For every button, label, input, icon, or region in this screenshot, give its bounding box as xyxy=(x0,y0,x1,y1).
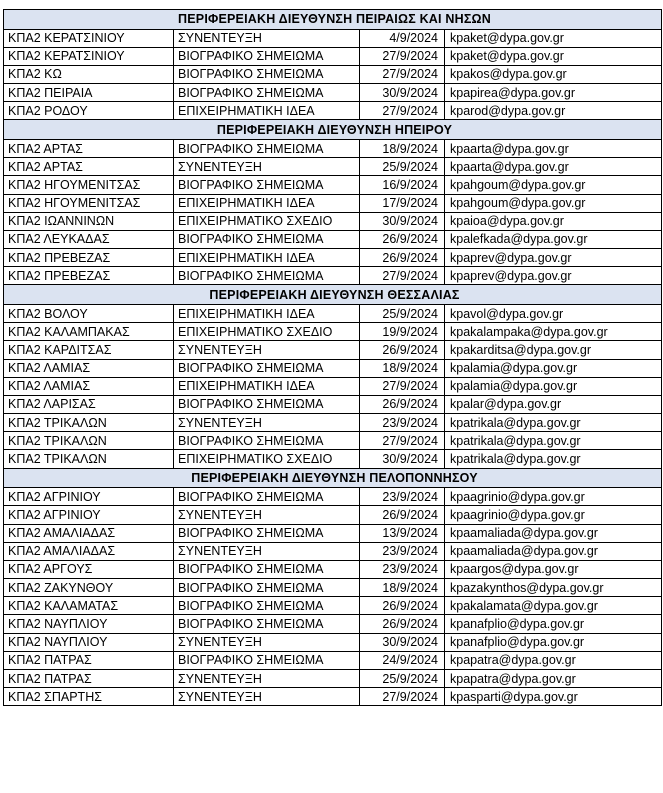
office-cell: ΚΠΑ2 ΡΟΔΟΥ xyxy=(4,102,174,120)
table-row xyxy=(4,212,662,230)
email-cell: kpapirea@dypa.gov.gr xyxy=(445,84,662,102)
service-cell: ΒΙΟΓΡΑΦΙΚΟ ΣΗΜΕΙΩΜΑ xyxy=(174,230,360,248)
office-cell: ΚΠΑ2 ΑΡΓΟΥΣ xyxy=(4,560,174,578)
date-cell: 27/9/2024 xyxy=(360,102,445,120)
table-row xyxy=(4,597,662,615)
date-cell: 25/9/2024 xyxy=(360,158,445,176)
email-cell: kpaamaliada@dypa.gov.gr xyxy=(445,542,662,560)
email-cell: kpanafplio@dypa.gov.gr xyxy=(445,633,662,651)
email-cell: kpalefkada@dypa.gov.gr xyxy=(445,230,662,248)
date-cell: 19/9/2024 xyxy=(360,323,445,341)
date-cell: 26/9/2024 xyxy=(360,230,445,248)
service-cell: ΣΥΝΕΝΤΕΥΞΗ xyxy=(174,29,360,47)
service-cell: ΕΠΙΧΕΙΡΗΜΑΤΙΚΗ ΙΔΕΑ xyxy=(174,377,360,395)
date-cell: 18/9/2024 xyxy=(360,139,445,157)
date-cell: 26/9/2024 xyxy=(360,615,445,633)
office-cell: ΚΠΑ2 ΠΕΙΡΑΙΑ xyxy=(4,84,174,102)
date-cell: 30/9/2024 xyxy=(360,84,445,102)
service-cell: ΒΙΟΓΡΑΦΙΚΟ ΣΗΜΕΙΩΜΑ xyxy=(174,176,360,194)
date-cell: 25/9/2024 xyxy=(360,670,445,688)
office-cell: ΚΠΑ2 ΖΑΚΥΝΘΟΥ xyxy=(4,579,174,597)
date-cell: 26/9/2024 xyxy=(360,506,445,524)
service-cell: ΣΥΝΕΝΤΕΥΞΗ xyxy=(174,506,360,524)
office-cell: ΚΠΑ2 ΝΑΥΠΛΙΟΥ xyxy=(4,633,174,651)
table-row xyxy=(4,432,662,450)
section-header-row xyxy=(4,468,662,488)
service-cell: ΕΠΙΧΕΙΡΗΜΑΤΙΚΗ ΙΔΕΑ xyxy=(174,249,360,267)
service-cell: ΣΥΝΕΝΤΕΥΞΗ xyxy=(174,542,360,560)
office-cell: ΚΠΑ2 ΑΓΡΙΝΙΟΥ xyxy=(4,488,174,506)
date-cell: 17/9/2024 xyxy=(360,194,445,212)
table-row xyxy=(4,524,662,542)
service-cell: ΣΥΝΕΝΤΕΥΞΗ xyxy=(174,341,360,359)
date-cell: 27/9/2024 xyxy=(360,47,445,65)
email-cell: kpakalampaka@dypa.gov.gr xyxy=(445,323,662,341)
service-cell: ΒΙΟΓΡΑΦΙΚΟ ΣΗΜΕΙΩΜΑ xyxy=(174,579,360,597)
table-row xyxy=(4,506,662,524)
email-cell: kpahgoum@dypa.gov.gr xyxy=(445,176,662,194)
office-cell: ΚΠΑ2 ΙΩΑΝΝΙΝΩΝ xyxy=(4,212,174,230)
section-header-row xyxy=(4,285,662,305)
office-cell: ΚΠΑ2 ΛΑΡΙΣΑΣ xyxy=(4,395,174,413)
service-cell: ΒΙΟΓΡΑΦΙΚΟ ΣΗΜΕΙΩΜΑ xyxy=(174,488,360,506)
email-cell: kpaket@dypa.gov.gr xyxy=(445,29,662,47)
service-cell: ΒΙΟΓΡΑΦΙΚΟ ΣΗΜΕΙΩΜΑ xyxy=(174,651,360,669)
date-cell: 16/9/2024 xyxy=(360,176,445,194)
service-cell: ΕΠΙΧΕΙΡΗΜΑΤΙΚΟ ΣΧΕΔΙΟ xyxy=(174,450,360,468)
service-cell: ΒΙΟΓΡΑΦΙΚΟ ΣΗΜΕΙΩΜΑ xyxy=(174,267,360,285)
table-row xyxy=(4,65,662,83)
table-row xyxy=(4,267,662,285)
date-cell: 27/9/2024 xyxy=(360,267,445,285)
office-cell: ΚΠΑ2 ΠΑΤΡΑΣ xyxy=(4,670,174,688)
office-cell: ΚΠΑ2 ΤΡΙΚΑΛΩΝ xyxy=(4,432,174,450)
office-cell: ΚΠΑ2 ΑΜΑΛΙΑΔΑΣ xyxy=(4,542,174,560)
date-cell: 23/9/2024 xyxy=(360,414,445,432)
table-row xyxy=(4,377,662,395)
date-cell: 23/9/2024 xyxy=(360,542,445,560)
table-row xyxy=(4,158,662,176)
table-row xyxy=(4,194,662,212)
table-row xyxy=(4,651,662,669)
office-cell: ΚΠΑ2 ΛΑΜΙΑΣ xyxy=(4,359,174,377)
office-cell: ΚΠΑ2 ΚΩ xyxy=(4,65,174,83)
table-row xyxy=(4,47,662,65)
email-cell: kpatrikala@dypa.gov.gr xyxy=(445,432,662,450)
email-cell: kpapatra@dypa.gov.gr xyxy=(445,670,662,688)
email-cell: kpaprev@dypa.gov.gr xyxy=(445,249,662,267)
service-cell: ΒΙΟΓΡΑΦΙΚΟ ΣΗΜΕΙΩΜΑ xyxy=(174,47,360,65)
office-cell: ΚΠΑ2 ΚΑΛΑΜΑΤΑΣ xyxy=(4,597,174,615)
service-cell: ΒΙΟΓΡΑΦΙΚΟ ΣΗΜΕΙΩΜΑ xyxy=(174,359,360,377)
section-header-row xyxy=(4,120,662,140)
section-title: ΠΕΡΙΦΕΡΕΙΑΚΗ ΔΙΕΥΘΥΝΣΗ ΗΠΕΙΡΟΥ xyxy=(4,120,662,140)
table-row xyxy=(4,323,662,341)
email-cell: kpaket@dypa.gov.gr xyxy=(445,47,662,65)
table-row xyxy=(4,102,662,120)
office-cell: ΚΠΑ2 ΑΡΤΑΣ xyxy=(4,158,174,176)
table-row xyxy=(4,230,662,248)
table-row xyxy=(4,359,662,377)
office-cell: ΚΠΑ2 ΠΡΕΒΕΖΑΣ xyxy=(4,267,174,285)
email-cell: kpazakynthos@dypa.gov.gr xyxy=(445,579,662,597)
table-row xyxy=(4,304,662,322)
date-cell: 23/9/2024 xyxy=(360,560,445,578)
email-cell: kpaarta@dypa.gov.gr xyxy=(445,139,662,157)
date-cell: 13/9/2024 xyxy=(360,524,445,542)
office-cell: ΚΠΑ2 ΗΓΟΥΜΕΝΙΤΣΑΣ xyxy=(4,194,174,212)
service-cell: ΒΙΟΓΡΑΦΙΚΟ ΣΗΜΕΙΩΜΑ xyxy=(174,524,360,542)
service-cell: ΕΠΙΧΕΙΡΗΜΑΤΙΚΗ ΙΔΕΑ xyxy=(174,304,360,322)
service-cell: ΒΙΟΓΡΑΦΙΚΟ ΣΗΜΕΙΩΜΑ xyxy=(174,560,360,578)
email-cell: kpaioa@dypa.gov.gr xyxy=(445,212,662,230)
date-cell: 18/9/2024 xyxy=(360,359,445,377)
email-cell: kpalar@dypa.gov.gr xyxy=(445,395,662,413)
office-cell: ΚΠΑ2 ΑΡΤΑΣ xyxy=(4,139,174,157)
date-cell: 23/9/2024 xyxy=(360,488,445,506)
office-cell: ΚΠΑ2 ΒΟΛΟΥ xyxy=(4,304,174,322)
date-cell: 27/9/2024 xyxy=(360,432,445,450)
office-cell: ΚΠΑ2 ΤΡΙΚΑΛΩΝ xyxy=(4,450,174,468)
service-cell: ΕΠΙΧΕΙΡΗΜΑΤΙΚΟ ΣΧΕΔΙΟ xyxy=(174,212,360,230)
office-cell: ΚΠΑ2 ΑΜΑΛΙΑΔΑΣ xyxy=(4,524,174,542)
email-cell: kpatrikala@dypa.gov.gr xyxy=(445,414,662,432)
email-cell: kpavol@dypa.gov.gr xyxy=(445,304,662,322)
table-row xyxy=(4,249,662,267)
date-cell: 18/9/2024 xyxy=(360,579,445,597)
office-cell: ΚΠΑ2 ΠΡΕΒΕΖΑΣ xyxy=(4,249,174,267)
email-cell: kpaagrinio@dypa.gov.gr xyxy=(445,488,662,506)
section-title: ΠΕΡΙΦΕΡΕΙΑΚΗ ΔΙΕΥΘΥΝΣΗ ΠΕΙΡΑΙΩΣ ΚΑΙ ΝΗΣΩΝ xyxy=(4,10,662,30)
service-cell: ΒΙΟΓΡΑΦΙΚΟ ΣΗΜΕΙΩΜΑ xyxy=(174,597,360,615)
date-cell: 30/9/2024 xyxy=(360,450,445,468)
table-row xyxy=(4,29,662,47)
email-cell: kpahgoum@dypa.gov.gr xyxy=(445,194,662,212)
date-cell: 26/9/2024 xyxy=(360,341,445,359)
table-row xyxy=(4,688,662,706)
date-cell: 30/9/2024 xyxy=(360,633,445,651)
office-cell: ΚΠΑ2 ΛΑΜΙΑΣ xyxy=(4,377,174,395)
office-cell: ΚΠΑ2 ΚΑΛΑΜΠΑΚΑΣ xyxy=(4,323,174,341)
email-cell: kpapatra@dypa.gov.gr xyxy=(445,651,662,669)
date-cell: 26/9/2024 xyxy=(360,395,445,413)
office-cell: ΚΠΑ2 ΑΓΡΙΝΙΟΥ xyxy=(4,506,174,524)
service-cell: ΣΥΝΕΝΤΕΥΞΗ xyxy=(174,688,360,706)
email-cell: kpakos@dypa.gov.gr xyxy=(445,65,662,83)
email-cell: kparod@dypa.gov.gr xyxy=(445,102,662,120)
service-cell: ΒΙΟΓΡΑΦΙΚΟ ΣΗΜΕΙΩΜΑ xyxy=(174,65,360,83)
schedule-table xyxy=(3,9,662,706)
service-cell: ΕΠΙΧΕΙΡΗΜΑΤΙΚΟ ΣΧΕΔΙΟ xyxy=(174,323,360,341)
email-cell: kpalamia@dypa.gov.gr xyxy=(445,377,662,395)
office-cell: ΚΠΑ2 ΗΓΟΥΜΕΝΙΤΣΑΣ xyxy=(4,176,174,194)
service-cell: ΒΙΟΓΡΑΦΙΚΟ ΣΗΜΕΙΩΜΑ xyxy=(174,432,360,450)
email-cell: kpasparti@dypa.gov.gr xyxy=(445,688,662,706)
office-cell: ΚΠΑ2 ΤΡΙΚΑΛΩΝ xyxy=(4,414,174,432)
table-row xyxy=(4,139,662,157)
table-row xyxy=(4,579,662,597)
section-header-row xyxy=(4,10,662,30)
service-cell: ΣΥΝΕΝΤΕΥΞΗ xyxy=(174,633,360,651)
date-cell: 30/9/2024 xyxy=(360,212,445,230)
email-cell: kpaamaliada@dypa.gov.gr xyxy=(445,524,662,542)
service-cell: ΒΙΟΓΡΑΦΙΚΟ ΣΗΜΕΙΩΜΑ xyxy=(174,615,360,633)
email-cell: kpaprev@dypa.gov.gr xyxy=(445,267,662,285)
date-cell: 27/9/2024 xyxy=(360,688,445,706)
service-cell: ΣΥΝΕΝΤΕΥΞΗ xyxy=(174,414,360,432)
table-row xyxy=(4,395,662,413)
email-cell: kpakalamata@dypa.gov.gr xyxy=(445,597,662,615)
service-cell: ΣΥΝΕΝΤΕΥΞΗ xyxy=(174,158,360,176)
date-cell: 4/9/2024 xyxy=(360,29,445,47)
office-cell: ΚΠΑ2 ΚΕΡΑΤΣΙΝΙΟΥ xyxy=(4,47,174,65)
date-cell: 27/9/2024 xyxy=(360,377,445,395)
table-row xyxy=(4,414,662,432)
table-row xyxy=(4,670,662,688)
table-row xyxy=(4,560,662,578)
date-cell: 27/9/2024 xyxy=(360,65,445,83)
email-cell: kpalamia@dypa.gov.gr xyxy=(445,359,662,377)
email-cell: kpaargos@dypa.gov.gr xyxy=(445,560,662,578)
service-cell: ΒΙΟΓΡΑΦΙΚΟ ΣΗΜΕΙΩΜΑ xyxy=(174,395,360,413)
email-cell: kpaarta@dypa.gov.gr xyxy=(445,158,662,176)
office-cell: ΚΠΑ2 ΣΠΑΡΤΗΣ xyxy=(4,688,174,706)
email-cell: kpakarditsa@dypa.gov.gr xyxy=(445,341,662,359)
email-cell: kpaagrinio@dypa.gov.gr xyxy=(445,506,662,524)
service-cell: ΣΥΝΕΝΤΕΥΞΗ xyxy=(174,670,360,688)
table-row xyxy=(4,633,662,651)
office-cell: ΚΠΑ2 ΚΑΡΔΙΤΣΑΣ xyxy=(4,341,174,359)
table-row xyxy=(4,176,662,194)
email-cell: kpanafplio@dypa.gov.gr xyxy=(445,615,662,633)
section-title: ΠΕΡΙΦΕΡΕΙΑΚΗ ΔΙΕΥΘΥΝΣΗ ΘΕΣΣΑΛΙΑΣ xyxy=(4,285,662,305)
date-cell: 26/9/2024 xyxy=(360,249,445,267)
service-cell: ΕΠΙΧΕΙΡΗΜΑΤΙΚΗ ΙΔΕΑ xyxy=(174,194,360,212)
table-row xyxy=(4,84,662,102)
date-cell: 25/9/2024 xyxy=(360,304,445,322)
service-cell: ΒΙΟΓΡΑΦΙΚΟ ΣΗΜΕΙΩΜΑ xyxy=(174,84,360,102)
service-cell: ΒΙΟΓΡΑΦΙΚΟ ΣΗΜΕΙΩΜΑ xyxy=(174,139,360,157)
table-row xyxy=(4,450,662,468)
office-cell: ΚΠΑ2 ΠΑΤΡΑΣ xyxy=(4,651,174,669)
table-row xyxy=(4,341,662,359)
table-row xyxy=(4,542,662,560)
date-cell: 24/9/2024 xyxy=(360,651,445,669)
office-cell: ΚΠΑ2 ΝΑΥΠΛΙΟΥ xyxy=(4,615,174,633)
service-cell: ΕΠΙΧΕΙΡΗΜΑΤΙΚΗ ΙΔΕΑ xyxy=(174,102,360,120)
table-row xyxy=(4,488,662,506)
email-cell: kpatrikala@dypa.gov.gr xyxy=(445,450,662,468)
table-row xyxy=(4,615,662,633)
office-cell: ΚΠΑ2 ΛΕΥΚΑΔΑΣ xyxy=(4,230,174,248)
section-title: ΠΕΡΙΦΕΡΕΙΑΚΗ ΔΙΕΥΘΥΝΣΗ ΠΕΛΟΠΟΝΝΗΣΟΥ xyxy=(4,468,662,488)
office-cell: ΚΠΑ2 ΚΕΡΑΤΣΙΝΙΟΥ xyxy=(4,29,174,47)
date-cell: 26/9/2024 xyxy=(360,597,445,615)
